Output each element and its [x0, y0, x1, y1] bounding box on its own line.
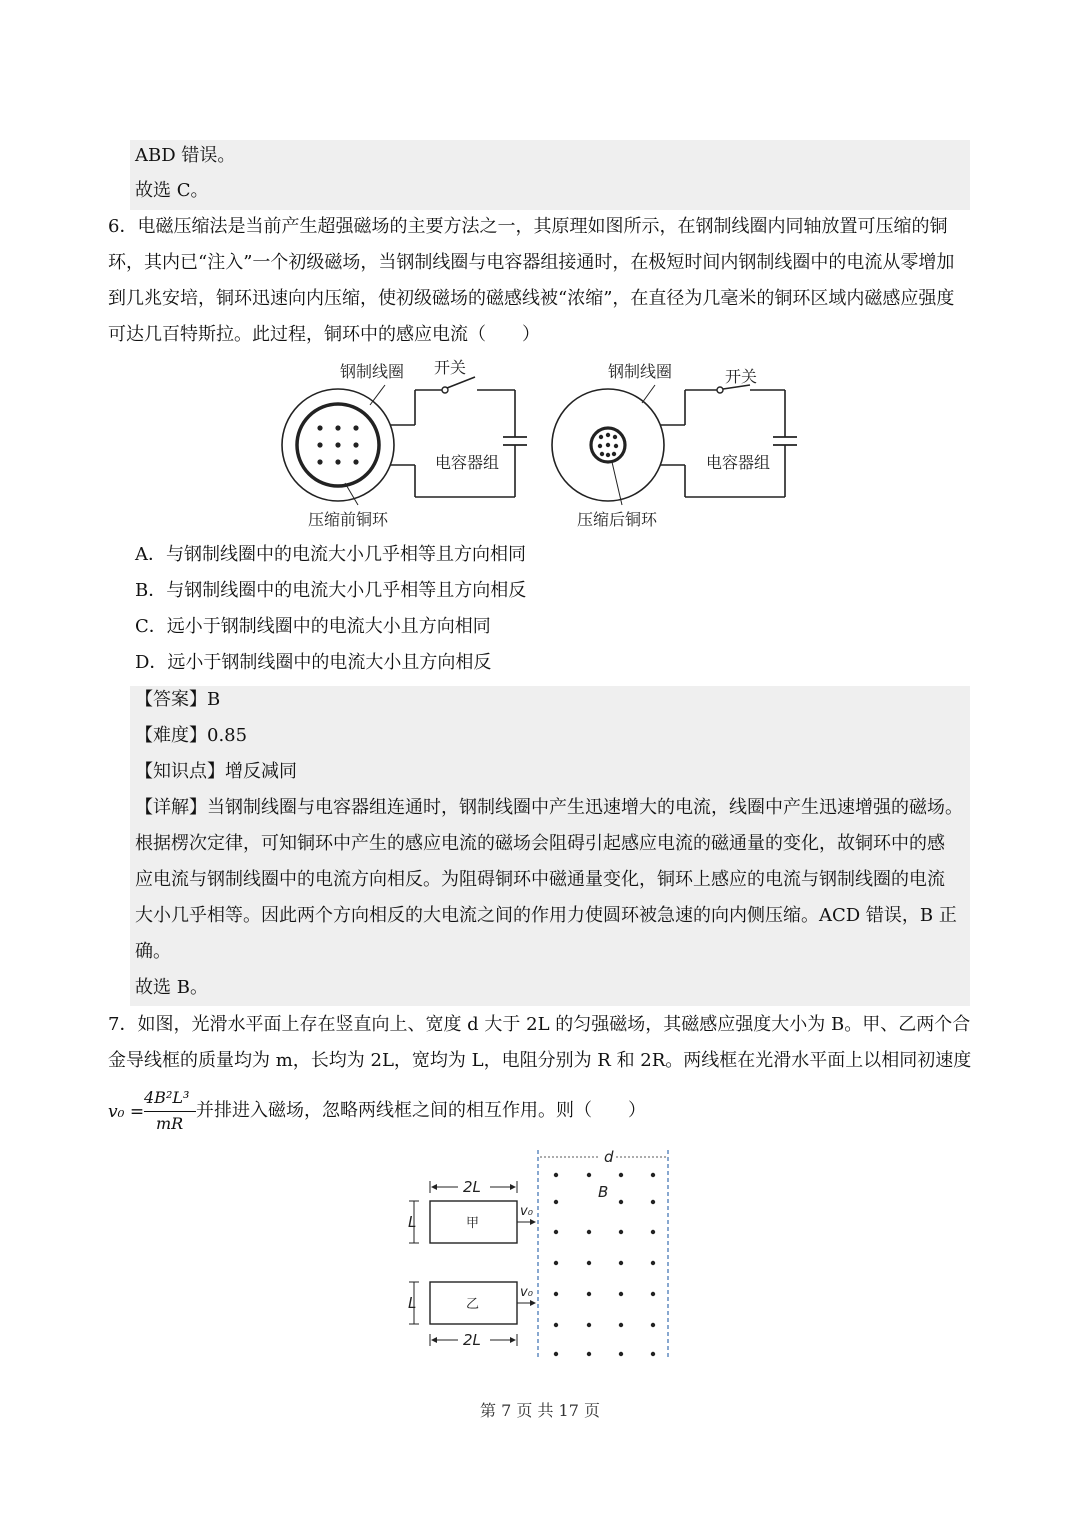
q6-stem-line-2: 环，其内已“注入”一个初级磁场，当钢制线圈与电容器组接通时，在极短时间内钢制线圈中的电流从零增加: [108, 252, 955, 273]
q6-right-coil-label: 钢制线圈: [608, 362, 673, 381]
q6-detail-line-4: 大小几乎相等。因此两个方向相反的大电流之间的作用力使圆环被急速的向内侧压缩。ACD 错误，B 正: [135, 905, 957, 926]
q7-formula-numerator: 4B²L³: [144, 1088, 190, 1107]
q6-right-cap-label: 电容器组: [706, 453, 771, 472]
q6-choice: 故选 B。: [135, 977, 208, 998]
q6-stem-line-3: 到几兆安培，铜环迅速向内压缩，使初级磁场的磁感线被“浓缩”，在直径为几毫米的铜环区域内磁感应强度: [108, 288, 955, 309]
page-footer: 第 7 页 共 17 页: [480, 1401, 600, 1420]
q7-formula: [108, 1088, 198, 1140]
q7-length-top: 2L: [463, 1178, 481, 1196]
q7-stem-line-3: 并排进入磁场，忽略两线框之间的相互作用。则（ ）: [196, 1100, 646, 1121]
q6-figure-right: [552, 362, 797, 529]
q7-v-bottom: v₀: [520, 1285, 533, 1300]
q7-v-top: v₀: [520, 1204, 533, 1219]
q7-formula-denominator: mR: [156, 1114, 184, 1133]
q7-d-label: d: [604, 1148, 614, 1166]
q6-answer: 【答案】B: [135, 689, 221, 710]
q6-option-a: A．与钢制线圈中的电流大小几乎相等且方向相同: [135, 544, 526, 565]
q6-option-c: C．远小于钢制线圈中的电流大小且方向相同: [135, 616, 491, 637]
q6-left-switch-label: 开关: [434, 358, 467, 377]
q7-formula-bar: [144, 1111, 196, 1112]
q7-frame-jia: 甲: [466, 1216, 480, 1231]
q6-stem-line-4: 可达几百特斯拉。此过程，铜环中的感应电流（ ）: [108, 324, 540, 345]
q7-width-bottom: L: [408, 1294, 417, 1312]
q7-figure: [400, 1145, 680, 1365]
q6-left-ring-label: 压缩前铜环: [308, 510, 389, 529]
q6-knowledge: 【知识点】增反减同: [135, 761, 297, 782]
q6-detail-line-5: 确。: [135, 941, 171, 962]
q7-stem-line-1: 7．如图，光滑水平面上存在竖直向上、宽度 d 大于 2L 的匀强磁场，其磁感应强度大小为 B。甲、乙两个合: [108, 1014, 971, 1035]
q6-detail-line-1: 【详解】当钢制线圈与电容器组连通时，钢制线圈中产生迅速增大的电流，线圈中产生迅速增强的磁场。: [135, 797, 963, 818]
q7-frame-yi: 乙: [466, 1297, 480, 1312]
prev-choice: 故选 C。: [135, 180, 209, 201]
q7-stem-line-2: 金导线框的质量均为 m，长均为 2L，宽均为 L，电阻分别为 R 和 2R。两线框在光滑水平面上以相同初速度: [108, 1050, 972, 1071]
q6-detail-line-3: 应电流与钢制线圈中的电流方向相反。为阻碍铜环中磁通量变化，铜环上感应的电流与钢制线圈的电流: [135, 869, 945, 890]
q7-formula-lhs: v₀ =: [108, 1102, 145, 1122]
q7-width-top: L: [408, 1213, 417, 1231]
q6-option-b: B．与钢制线圈中的电流大小几乎相等且方向相反: [135, 580, 527, 601]
q6-left-cap-label: 电容器组: [435, 453, 500, 472]
q6-right-switch-label: 开关: [725, 367, 758, 386]
prev-solution-shade: [130, 140, 970, 210]
q6-difficulty: 【难度】0.85: [135, 725, 248, 746]
q6-stem-line-1: 6．电磁压缩法是当前产生超强磁场的主要方法之一，其原理如图所示，在钢制线圈内同轴放置可压缩的铜: [108, 216, 948, 237]
q6-figure: [270, 355, 830, 535]
q6-detail-line-2: 根据楞次定律，可知铜环中产生的感应电流的磁场会阻碍引起感应电流的磁通量的变化，故铜环中的感: [135, 833, 945, 854]
q7-length-bottom: 2L: [463, 1331, 481, 1349]
q7-b-label: B: [598, 1183, 609, 1201]
q6-option-d: D．远小于钢制线圈中的电流大小且方向相反: [135, 652, 492, 673]
prev-conclusion: ABD 错误。: [135, 145, 236, 166]
q6-figure-left: [282, 358, 527, 529]
q6-left-coil-label: 钢制线圈: [340, 362, 405, 381]
q6-right-ring-label: 压缩后铜环: [577, 510, 658, 529]
